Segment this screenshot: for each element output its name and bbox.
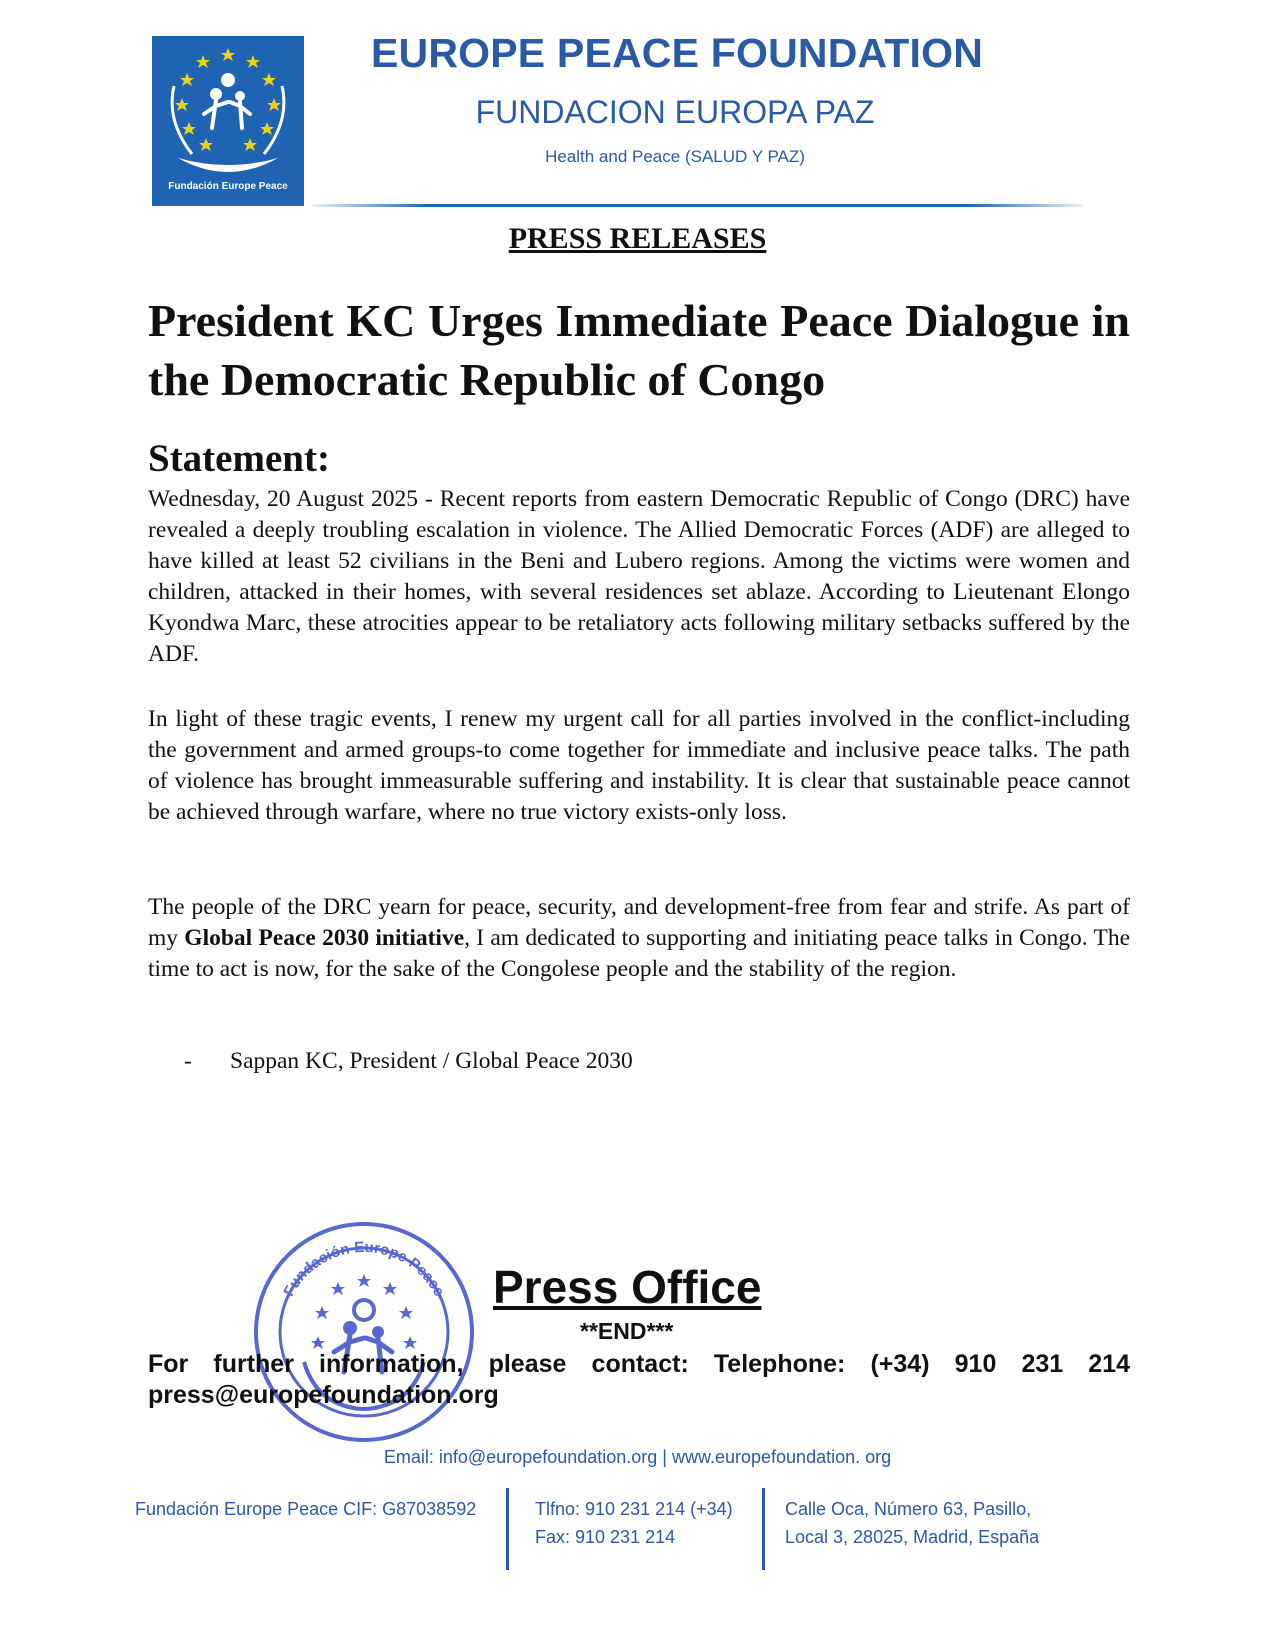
press-office-title: Press Office <box>493 1261 762 1313</box>
paragraph-2: In light of these tragic events, I renew my urgent call for all parties involved in the conflict-including the government and armed groups-to come together for immediate and inclusive peace talks. The path of violence has brought immeasurable suffering and instability. It is clear that sustainable peace cannot be achieved through warfare, where no true victory exists-only loss. <box>148 706 1130 825</box>
signoff-signature-line: Sappan KC, President / Global Peace 2030 <box>230 1048 633 1074</box>
statement-heading: Statement: <box>148 437 330 480</box>
footer-fax: Fax: 910 231 214 <box>535 1527 676 1547</box>
paragraph-1: Wednesday, 20 August 2025 - Recent reports from eastern Democratic Republic of Congo (DRC) have revealed a deeply troubling escalation in violence. The Allied Democratic Forces (ADF) are alleged to have killed at least 52 civilians in the Beni and Lubero regions. Among the victims were women and children, attacked in their homes, with several residences set ablaze. According to Lieutenant Elongo Kyondwa Marc, these atrocities appear to be retaliatory acts following military setbacks suffered by the ADF. <box>148 486 1130 667</box>
paragraph-3-text-start: The people of the DRC yearn for peace, security, and development-free from fear and strife. As part of my <box>148 894 1130 951</box>
initiative-name: Global Peace 2030 initiative <box>184 925 465 951</box>
footer-divider <box>506 1488 509 1570</box>
org-name-spanish: FUNDACION EUROPA PAZ <box>475 94 875 130</box>
org-tagline: Health and Peace (SALUD Y PAZ) <box>545 147 805 166</box>
footer-email-website: Email: info@europefoundation.org | www.europefoundation. org <box>383 1447 892 1467</box>
paragraph-3 <box>148 892 1130 985</box>
footer-address-line-1: Calle Oca, Número 63, Pasillo, <box>785 1499 1032 1519</box>
signoff-dash: - <box>184 1048 192 1074</box>
press-email-link[interactable]: press@europefoundation.org <box>148 1381 499 1409</box>
section-label: PRESS RELEASES <box>508 222 767 255</box>
footer-divider <box>762 1488 765 1570</box>
footer-telephone: Tlfno: 910 231 214 (+34) <box>535 1499 733 1519</box>
logo-caption: Fundación Europe Peace <box>168 181 288 192</box>
contact-line: For further information, please contact: Telephone: (+34) 910 231 214 <box>148 1350 1130 1378</box>
svg-text:Fundación Europe Peace <box>280 1239 447 1299</box>
org-name: EUROPE PEACE FOUNDATION <box>370 30 984 76</box>
headline: President KC Urges Immediate Peace Dialogue in the Democratic Republic of Congo <box>148 295 1130 405</box>
foundation-logo <box>152 36 304 206</box>
stamp-text: Fundación Europe Peace <box>280 1238 448 1300</box>
header-divider <box>312 204 1082 207</box>
paragraph-3-text-end: , I am dedicated to supporting and initiating peace talks in Congo. The time to act is now, for the sake of the Congolese people and the stability of the region. <box>148 925 1131 982</box>
end-marker: **END*** <box>580 1318 674 1344</box>
footer-org-cif: Fundación Europe Peace CIF: G87038592 <box>135 1499 477 1519</box>
foundation-stamp-icon <box>244 1212 484 1452</box>
footer-address-line-2: Local 3, 28025, Madrid, España <box>785 1527 1040 1547</box>
